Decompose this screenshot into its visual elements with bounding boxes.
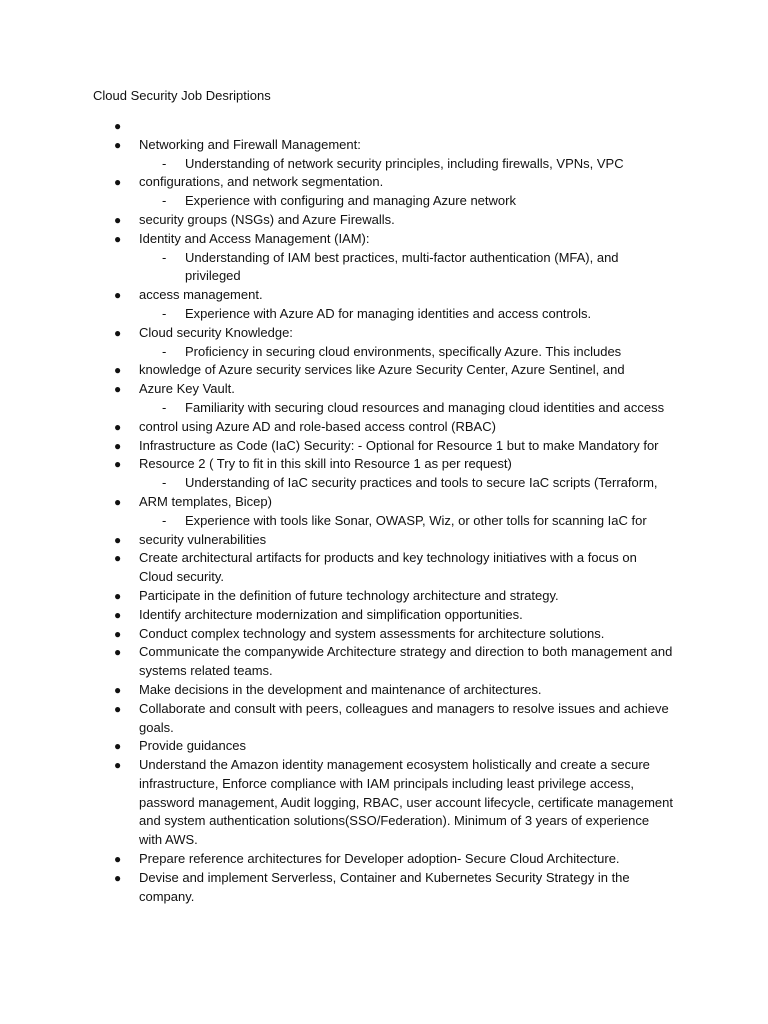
list-item bbox=[0, 117, 674, 136]
list-item bbox=[0, 361, 674, 380]
list-item bbox=[0, 869, 674, 907]
sub-list-item bbox=[0, 399, 665, 418]
list-item-text: security vulnerabilities bbox=[139, 531, 267, 547]
list-item-text: access management. bbox=[139, 287, 263, 303]
dash-marker: - bbox=[162, 305, 167, 321]
list-item bbox=[0, 230, 674, 249]
bullet-icon: ● bbox=[114, 701, 122, 716]
list-item bbox=[0, 455, 674, 474]
dash-marker: - bbox=[162, 343, 167, 359]
sub-list-item bbox=[0, 192, 665, 211]
list-item-text: ARM templates, Bicep) bbox=[139, 493, 272, 509]
bullet-icon: ● bbox=[114, 382, 122, 397]
dash-marker: - bbox=[162, 399, 167, 415]
bullet-icon: ● bbox=[114, 231, 122, 246]
bullet-icon: ● bbox=[114, 419, 122, 434]
list-item-text: security groups (NSGs) and Azure Firewalls. bbox=[139, 211, 395, 227]
list-item bbox=[0, 700, 674, 738]
dash-marker: - bbox=[162, 155, 167, 171]
list-item-text: Networking and Firewall Management: bbox=[139, 136, 361, 152]
list-item bbox=[0, 437, 674, 456]
bullet-icon: ● bbox=[114, 607, 122, 622]
list-item-text: Prepare reference architectures for Developer adoption- Secure Cloud Architecture. bbox=[139, 851, 620, 867]
bullet-icon: ● bbox=[114, 551, 122, 566]
dash-marker: - bbox=[162, 249, 167, 265]
job-description-list bbox=[0, 117, 768, 906]
list-item bbox=[0, 643, 674, 681]
bullet-icon: ● bbox=[114, 532, 122, 547]
bullet-icon: ● bbox=[114, 626, 122, 641]
list-item bbox=[0, 625, 674, 644]
dash-marker: - bbox=[162, 193, 167, 209]
sub-list-item bbox=[0, 512, 665, 531]
list-item-text: Experience with tools like Sonar, OWASP, Wiz, or other tolls for scanning IaC for bbox=[185, 512, 647, 528]
sub-list-item bbox=[0, 305, 665, 324]
list-item-text: configurations, and network segmentation. bbox=[139, 174, 384, 190]
list-item bbox=[0, 549, 674, 587]
sub-list-item bbox=[0, 249, 665, 287]
bullet-icon: ● bbox=[114, 438, 122, 453]
list-item-text: Familiarity with securing cloud resources and managing cloud identities and access bbox=[185, 399, 665, 415]
list-item-text: Experience with Azure AD for managing identities and access controls. bbox=[185, 305, 592, 321]
document-title: Cloud Security Job Desriptions bbox=[93, 88, 271, 103]
bullet-icon: ● bbox=[114, 119, 122, 133]
list-item bbox=[0, 531, 674, 550]
list-item bbox=[0, 756, 674, 850]
list-item bbox=[0, 286, 674, 305]
list-item-text: Communicate the companywide Architecture strategy and direction to both management and systems related teams. bbox=[139, 644, 673, 679]
list-item-text: Make decisions in the development and maintenance of architectures. bbox=[139, 681, 542, 697]
list-item bbox=[0, 324, 674, 343]
bullet-icon: ● bbox=[114, 739, 122, 754]
dash-marker: - bbox=[162, 512, 167, 528]
bullet-icon: ● bbox=[114, 288, 122, 303]
list-item-text: Identify architecture modernization and simplification opportunities. bbox=[139, 606, 523, 622]
list-item-text: control using Azure AD and role-based access control (RBAC) bbox=[139, 418, 496, 434]
list-item-text: Infrastructure as Code (IaC) Security: - Optional for Resource 1 but to make Mandatory for bbox=[139, 437, 659, 453]
list-item bbox=[0, 136, 674, 155]
bullet-icon: ● bbox=[114, 212, 122, 227]
list-item bbox=[0, 737, 674, 756]
bullet-icon: ● bbox=[114, 588, 122, 603]
bullet-icon: ● bbox=[114, 758, 122, 773]
list-item bbox=[0, 850, 674, 869]
bullet-icon: ● bbox=[114, 645, 122, 660]
dash-marker: - bbox=[162, 475, 167, 491]
list-item-text: Devise and implement Serverless, Container and Kubernetes Security Strategy in the company. bbox=[139, 869, 630, 904]
list-item-text: Provide guidances bbox=[139, 738, 246, 754]
bullet-icon: ● bbox=[114, 457, 122, 472]
list-item-text: Identity and Access Management (IAM): bbox=[139, 230, 370, 246]
sub-list-item bbox=[0, 155, 665, 174]
bullet-icon: ● bbox=[114, 682, 122, 697]
list-item-text: Understanding of IAM best practices, multi-factor authentication (MFA), and privileged bbox=[185, 249, 619, 284]
list-item-text: Azure Key Vault. bbox=[139, 381, 235, 397]
sub-list-item bbox=[0, 343, 665, 362]
list-item bbox=[0, 493, 674, 512]
list-item-text: knowledge of Azure security services like Azure Security Center, Azure Sentinel, and bbox=[139, 362, 625, 378]
list-item bbox=[0, 173, 674, 192]
list-item-text: Experience with configuring and managing Azure network bbox=[185, 193, 516, 209]
list-item-text: Create architectural artifacts for products and key technology initiatives with a focus on Cloud security. bbox=[139, 550, 637, 585]
list-item-text: Resource 2 ( Try to fit in this skill into Resource 1 as per request) bbox=[139, 456, 512, 472]
list-item-text: Understanding of IaC security practices and tools to secure IaC scripts (Terraform, bbox=[185, 475, 658, 491]
list-item-text: Cloud security Knowledge: bbox=[139, 324, 293, 340]
list-item-text: Collaborate and consult with peers, colleagues and managers to resolve issues and achieve goals. bbox=[139, 700, 669, 735]
bullet-icon: ● bbox=[114, 852, 122, 867]
list-item-text: Understanding of network security principles, including firewalls, VPNs, VPC bbox=[185, 155, 624, 171]
list-item bbox=[0, 418, 674, 437]
bullet-icon: ● bbox=[114, 175, 122, 190]
list-item bbox=[0, 606, 674, 625]
bullet-icon: ● bbox=[114, 325, 122, 340]
list-item-text: Participate in the definition of future technology architecture and strategy. bbox=[139, 587, 559, 603]
list-item-text: Understand the Amazon identity management ecosystem holistically and create a secure infrastructure, Enforce compliance with IAM principals including least privilege access, password management, Audit logging, RBAC, user account lifecycle, certificate management and system authentication solutions(SSO/Federation). Minimum of 3 years of experience with AWS. bbox=[139, 757, 673, 848]
bullet-icon: ● bbox=[114, 363, 122, 378]
list-item-text: Proficiency in securing cloud environments, specifically Azure. This includes bbox=[185, 343, 622, 359]
list-item bbox=[0, 681, 674, 700]
list-item bbox=[0, 211, 674, 230]
bullet-icon: ● bbox=[114, 870, 122, 885]
list-item-text: Conduct complex technology and system assessments for architecture solutions. bbox=[139, 625, 605, 641]
list-item bbox=[0, 587, 674, 606]
sub-list-item bbox=[0, 474, 665, 493]
list-item bbox=[0, 380, 674, 399]
bullet-icon: ● bbox=[114, 494, 122, 509]
bullet-icon: ● bbox=[114, 137, 122, 152]
